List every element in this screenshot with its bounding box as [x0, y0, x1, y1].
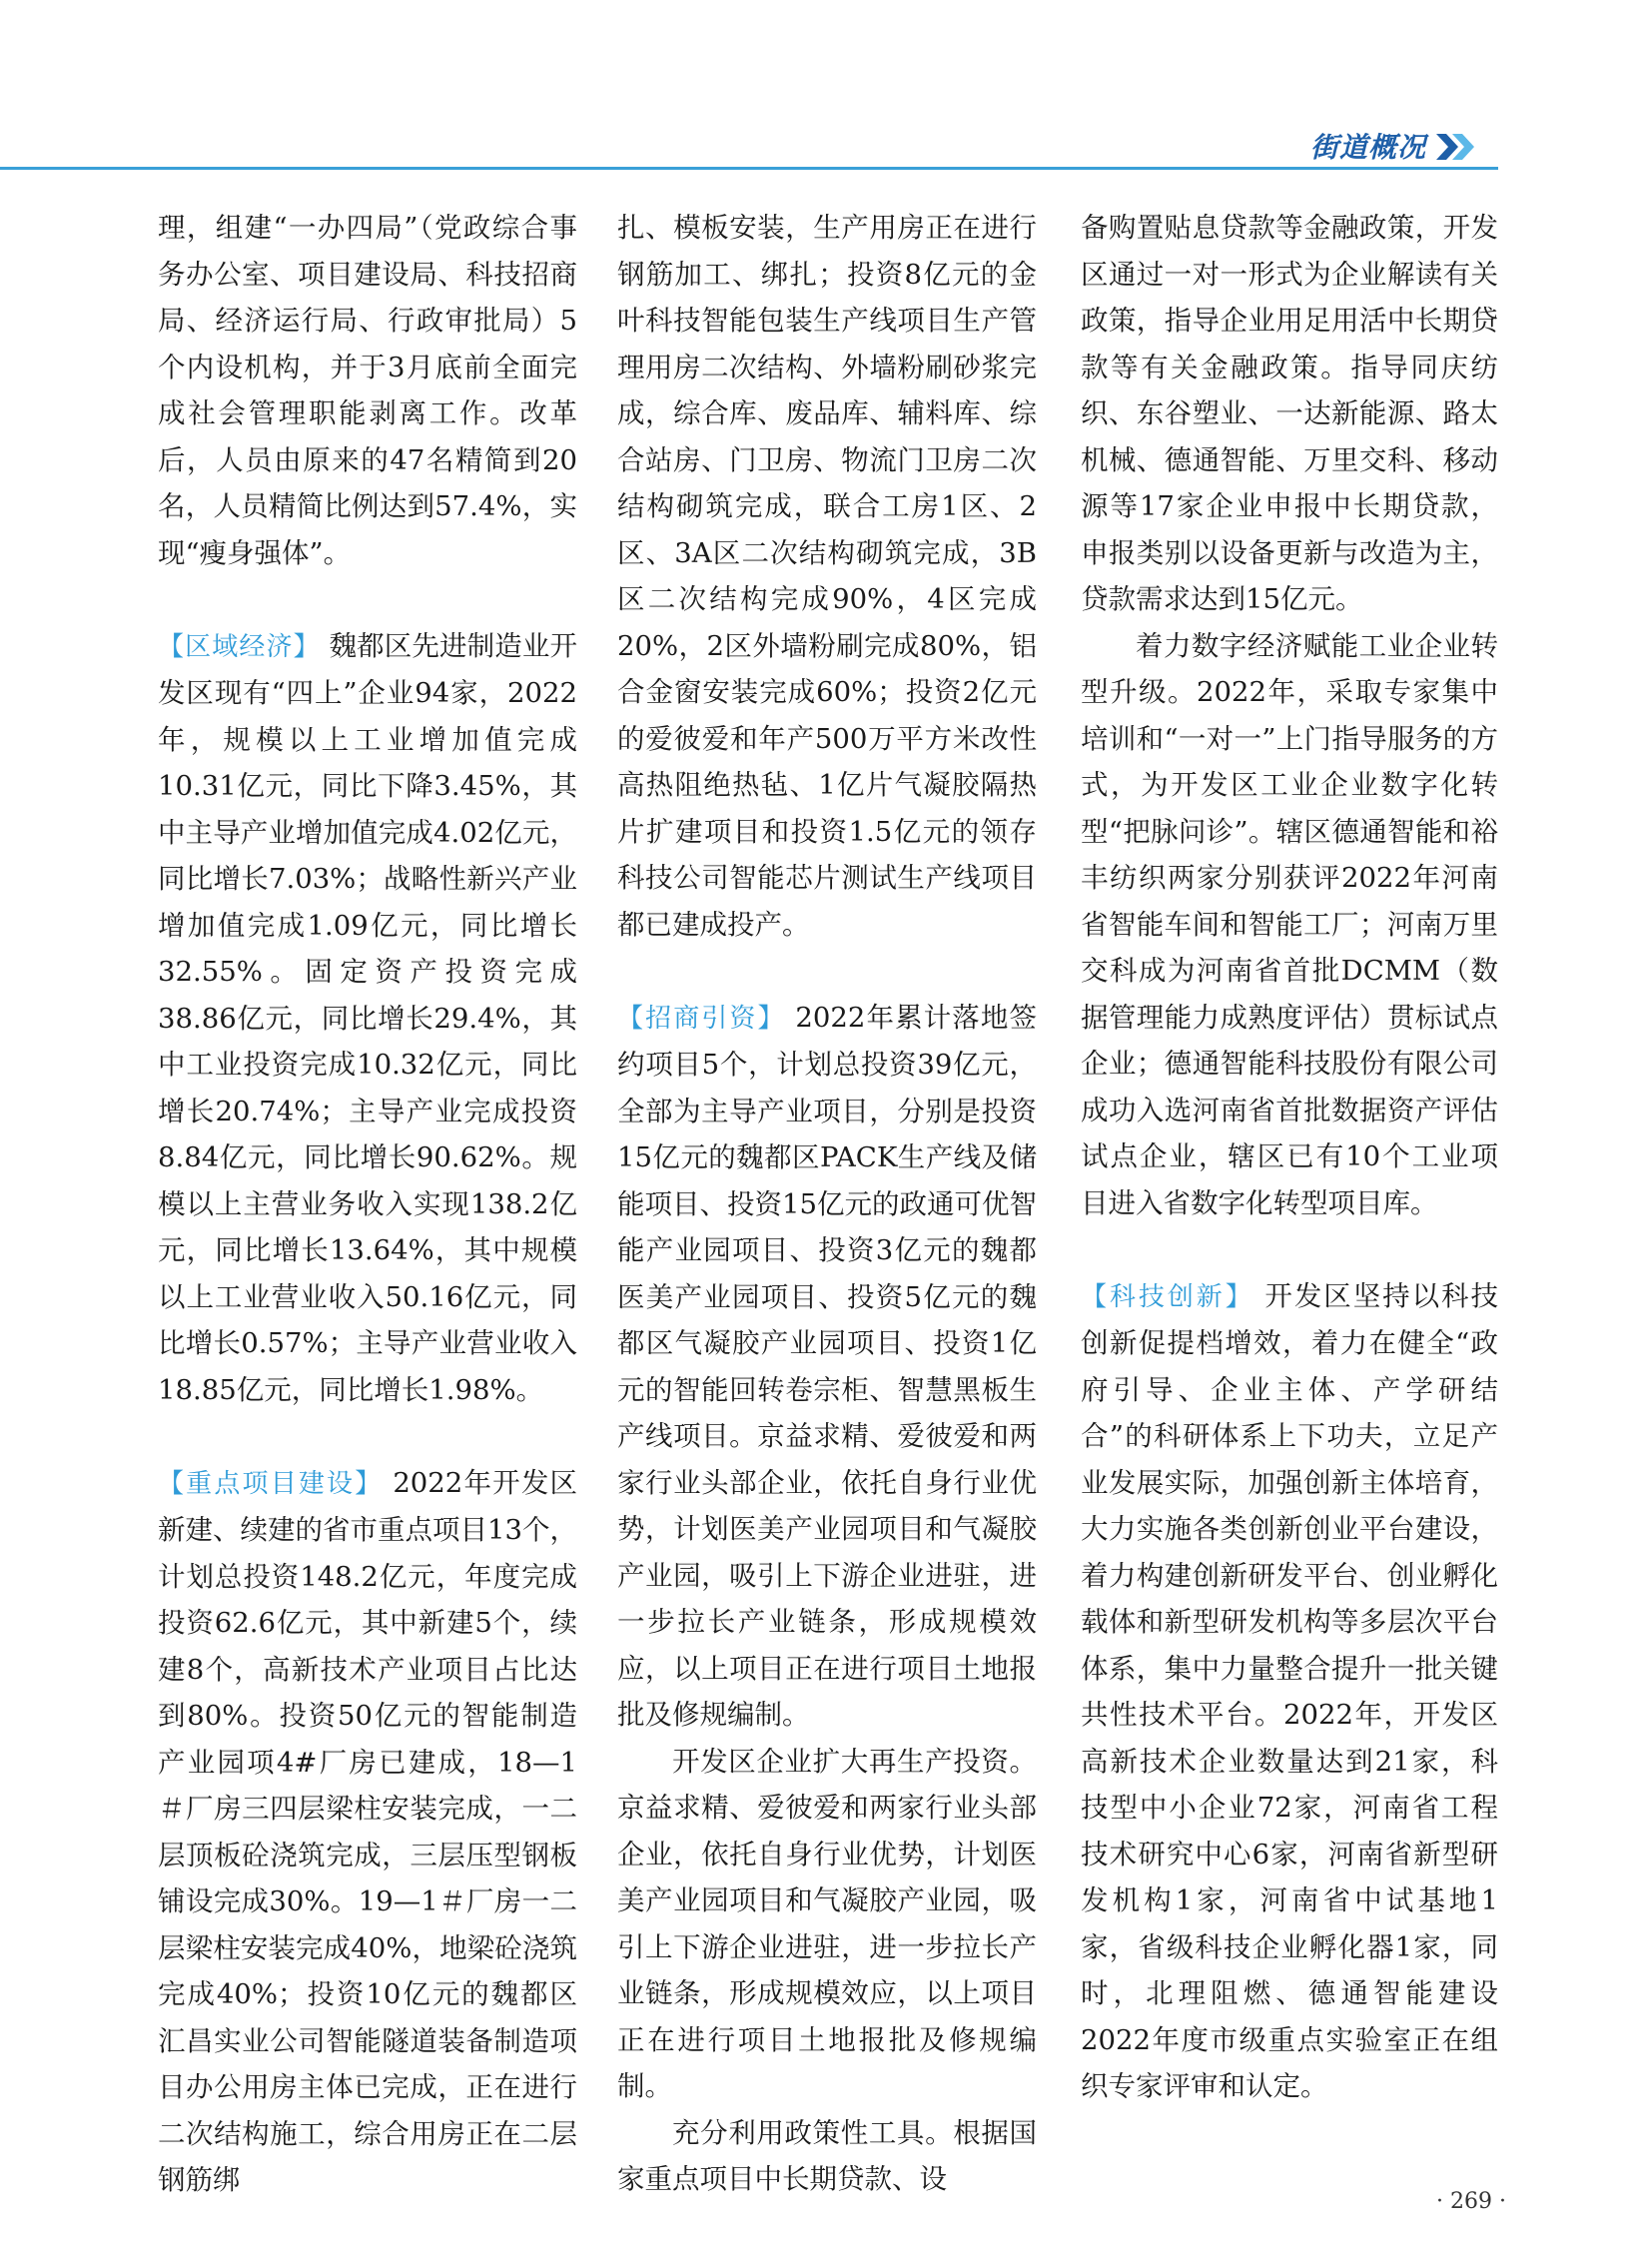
paragraph — [617, 995, 1037, 1739]
paragraph-text: 魏都区先进制造业开发区现有“四上”企业94家，2022年，规模以上工业增加值完成10.31亿元，同比下降3.45%，其中主导产业增加值完成4.02亿元，同比增长7.03%；战略性新兴产业增加值完成1.09亿元，同比增长32.55%。固定资产投资完成38.86亿元，同比增长29.4%，其中工业投资完成10.32亿元，同比增长20.74%；主导产业完成投资8.84亿元，同比增长90.62%。规模以上主营业务收入实现138.2亿元，同比增长13.64%，其中规模以上工业营业收入50.16亿元，同比增长0.57%；主导产业营业收入18.85亿元，同比增长1.98%。 — [158, 629, 577, 1406]
paragraph — [1081, 1273, 1498, 2110]
column-1 — [158, 205, 577, 2204]
paragraph-text: 开发区坚持以科技创新促提档增效，着力在健全“政府引导、企业主体、产学研结合”的科研体系上下功夫，立足产业发展实际，加强创新主体培育，大力实施各类创新创业平台建设，着力构建创新研发平台、创业孵化载体和新型研发机构等多层次平台体系，集中力量整合提升一批关键共性技术平台。2022年，开发区高新技术企业数量达到21家，科技型中小企业72家，河南省工程技术研究中心6家，河南省新型研发机构1家，河南省中试基地1家，省级科技企业孵化器1家，同时，北理阻燃、德通智能建设2022年度市级重点实验室正在组织专家评审和认定。 — [1081, 1279, 1498, 2102]
paragraph: 开发区企业扩大再生产投资。京益求精、爱彼爱和两家行业头部企业，依托自身行业优势，计划医美产业园项目和气凝胶产业园，吸引上下游企业进驻，进一步拉长产业链条，形成规模效应，以上项目正在进行项目土地报批及修规编制。 — [617, 1745, 1037, 2102]
paragraph — [158, 1460, 577, 2204]
section-heading: 【区域经济】 — [158, 631, 321, 662]
section-heading: 【重点项目建设】 — [158, 1468, 384, 1499]
paragraph: 扎、模板安装，生产用房正在进行钢筋加工、绑扎；投资8亿元的金叶科技智能包装生产线项目生产管理用房二次结构、外墙粉刷砂浆完成，综合库、废品库、辅料库、综合站房、门卫房、物流门卫房二次结构砌筑完成，联合工房1区、2区、3A区二次结构砌筑完成，3B区二次结构完成90%，4区完成20%，2区外墙粉刷完成80%，铝合金窗安装完成60%；投资2亿元的爱彼爱和年产500万平方米改性高热阻绝热毡、1亿片气凝胶隔热片扩建项目和投资1.5亿元的领存科技公司智能芯片测试生产线项目都已建成投产。 — [617, 212, 1037, 941]
paragraph — [158, 623, 577, 1414]
paragraph: 充分利用政策性工具。根据国家重点项目中长期贷款、设 — [617, 2116, 1037, 2195]
double-chevron-right-icon — [1434, 132, 1478, 162]
header-rule — [0, 167, 1498, 170]
paragraph-text: 2022年累计落地签约项目5个，计划总投资39亿元，全部为主导产业项目，分别是投资15亿元的魏都区PACK生产线及储能项目、投资15亿元的政通可优智能产业园项目、投资3亿元的魏都医美产业园项目、投资5亿元的魏都区气凝胶产业园项目、投资1亿元的智能回转卷宗柜、智慧黑板生产线项目。京益求精、爱彼爱和两家行业头部企业，依托自身行业优势，计划医美产业园项目和气凝胶产业园，吸引上下游企业进驻，进一步拉长产业链条，形成规模效应，以上项目正在进行项目土地报批及修规编制。 — [617, 1001, 1037, 1731]
section-title: 街道概况 — [1310, 131, 1427, 164]
paragraph: 备购置贴息贷款等金融政策，开发区通过一对一形式为企业解读有关政策，指导企业用足用活中长期贷款等有关金融政策。指导同庆纺织、东谷塑业、一达新能源、路太机械、德通智能、万里交科、移动源等17家企业申报中长期贷款，申报类别以设备更新与改造为主，贷款需求达到15亿元。 — [1081, 212, 1498, 615]
paragraph: 着力数字经济赋能工业企业转型升级。2022年，采取专家集中培训和“一对一”上门指导服务的方式，为开发区工业企业数字化转型“把脉问诊”。辖区德通智能和裕丰纺织两家分别获评2022年河南省智能车间和智能工厂；河南万里交科成为河南省首批DCMM（数据管理能力成熟度评估）贯标试点企业；德通智能科技股份有限公司成功入选河南省首批数据资产评估试点企业，辖区已有10个工业项目进入省数字化转型项目库。 — [1081, 629, 1498, 1219]
column-2 — [617, 205, 1037, 2203]
section-heading: 【科技创新】 — [1081, 1281, 1254, 1312]
paragraph-text: 2022年开发区新建、续建的省市重点项目13个，计划总投资148.2亿元，年度完成投资62.6亿元，其中新建5个，续建8个，高新技术产业项目占比达到80%。投资50亿元的智能制造产业园项4#厂房已建成，18—1＃厂房三四层梁柱安装完成，一二层顶板砼浇筑完成，三层压型钢板铺设完成30%。19—1＃厂房一二层梁柱安装完成40%，地梁砼浇筑完成40%；投资10亿元的魏都区汇昌实业公司智能隧道装备制造项目办公用房主体已完成，正在进行二次结构施工，综合用房正在二层钢筋绑 — [158, 1466, 577, 2196]
column-3 — [1081, 205, 1498, 2110]
paragraph: 理，组建“一办四局”（党政综合事务办公室、项目建设局、科技招商局、经济运行局、行政审批局）5个内设机构，并于3月底前全面完成社会管理职能剥离工作。改革后，人员由原来的47名精简到20名，人员精简比例达到57.4%，实现“瘦身强体”。 — [158, 212, 577, 569]
page-number: · 269 · — [1436, 2189, 1506, 2214]
section-heading: 【招商引资】 — [617, 1003, 786, 1034]
